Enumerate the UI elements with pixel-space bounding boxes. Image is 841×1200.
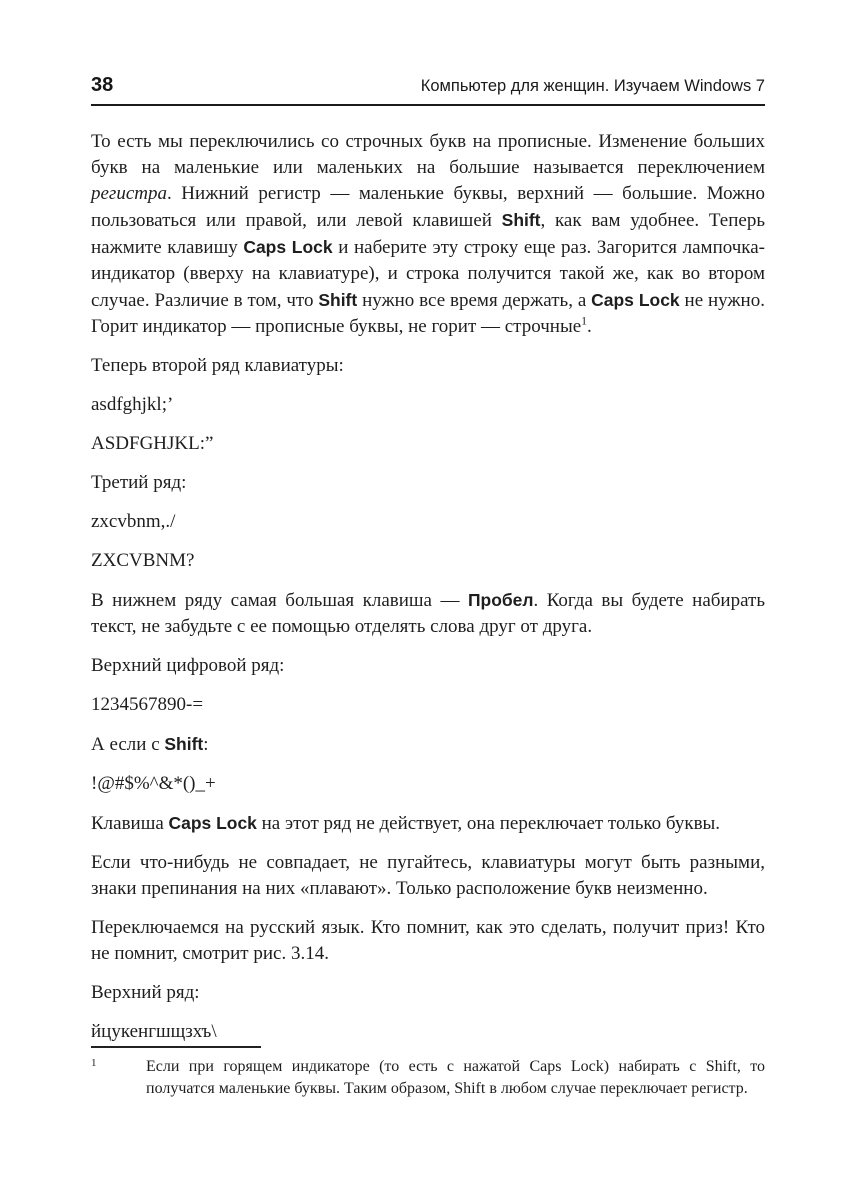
key-name: Shift <box>164 734 204 754</box>
text-run: Переключаемся на русский язык. Кто помнит, как это сделать, получит приз! Кто не помнит, смотрит рис. 3.14. <box>91 917 765 964</box>
paragraph <box>91 509 765 535</box>
text-run: ASDFGHJKL:” <box>91 433 214 454</box>
paragraph <box>91 915 765 967</box>
text-run: Третий ряд: <box>91 472 187 493</box>
text-run: !@#$%^&*()_+ <box>91 773 216 794</box>
key-name: Caps Lock <box>243 237 333 257</box>
footnote-marker: 1 <box>91 1057 97 1069</box>
paragraph <box>91 810 765 837</box>
text-run: ZXCVBNM? <box>91 550 195 571</box>
paragraph <box>91 1019 765 1045</box>
text-run: 1234567890-= <box>91 694 204 715</box>
text-run: Если при горящем индикаторе (то есть с нажатой Caps Lock) набирать с Shift, то получатся маленькие буквы. Таким образом, Shift в любом случае переключает регистр. <box>146 1058 765 1097</box>
text-run: : <box>203 734 209 755</box>
content-blocks <box>91 129 765 1045</box>
paragraph <box>91 771 765 797</box>
page-number: 38 <box>91 74 114 96</box>
footnote-text <box>146 1058 765 1097</box>
footnote-body <box>91 1056 765 1099</box>
text-run: Теперь второй ряд клавиатуры: <box>91 355 344 376</box>
text-run: не нужно. Горит индикатор — прописные буквы, не горит — строчные <box>91 290 765 337</box>
paragraph <box>91 548 765 574</box>
paragraph <box>91 431 765 457</box>
text-run: . <box>587 316 592 337</box>
text-run: . Когда вы будете набирать текст, не забудьте с ее помощью отделять слова друг от друга. <box>91 590 766 637</box>
text-run: То есть мы переключились со строчных букв на прописные. Изменение больших букв на маленькие или маленьких на большие называется переключением <box>91 131 765 178</box>
key-name: Пробел <box>467 590 534 610</box>
emphasis-text: регистра <box>91 183 167 204</box>
text-run: zxcvbnm,./ <box>91 511 176 532</box>
paragraph <box>91 692 765 718</box>
text-run: asdfghjkl;’ <box>91 394 174 415</box>
paragraph <box>91 587 765 640</box>
paragraph <box>91 980 765 1006</box>
text-run: , как вам удобнее. Теперь нажмите клавишу <box>91 210 765 258</box>
paragraph <box>91 850 765 902</box>
text-run: Верхний ряд: <box>91 982 200 1003</box>
key-name: Caps Lock <box>168 813 257 833</box>
text-run: на этот ряд не действует, она переключает только буквы. <box>256 813 721 834</box>
key-name: Caps Lock <box>591 290 680 310</box>
text-run: . Нижний регистр — маленькие буквы, верхний — большие. Можно пользоваться или правой, или левой клавишей <box>91 183 765 231</box>
key-name: Shift <box>318 290 358 310</box>
paragraph <box>91 353 765 379</box>
text-run: и наберите эту строку еще раз. Загорится лампочка-индикатор (вверху на клавиатуре), и строка получится такой же, как во втором случае. Различие в том, что <box>91 237 766 311</box>
paragraph <box>91 653 765 679</box>
key-name: Shift <box>501 210 541 230</box>
running-title: Компьютер для женщин. Изучаем Windows 7 <box>420 77 765 95</box>
page-header <box>91 0 765 106</box>
footnote <box>91 1046 765 1099</box>
text-run: нужно все время держать, а <box>357 290 592 311</box>
paragraph <box>91 392 765 418</box>
paragraph <box>91 731 765 758</box>
paragraph <box>91 129 765 340</box>
footnote-reference: 1 <box>581 314 588 328</box>
paragraph <box>91 470 765 496</box>
text-run: В нижнем ряду самая большая клавиша — <box>91 590 468 611</box>
text-run: Клавиша <box>91 813 169 834</box>
text-run: Если что-нибудь не совпадает, не пугайтесь, клавиатуры могут быть разными, знаки препинания на них «плавают». Только расположение букв неизменно. <box>91 852 765 899</box>
text-run: йцукенгшщзхъ\ <box>91 1021 217 1042</box>
footnote-rule <box>91 1046 261 1048</box>
text-run: Верхний цифровой ряд: <box>91 655 285 676</box>
text-run: А если с <box>91 734 165 755</box>
